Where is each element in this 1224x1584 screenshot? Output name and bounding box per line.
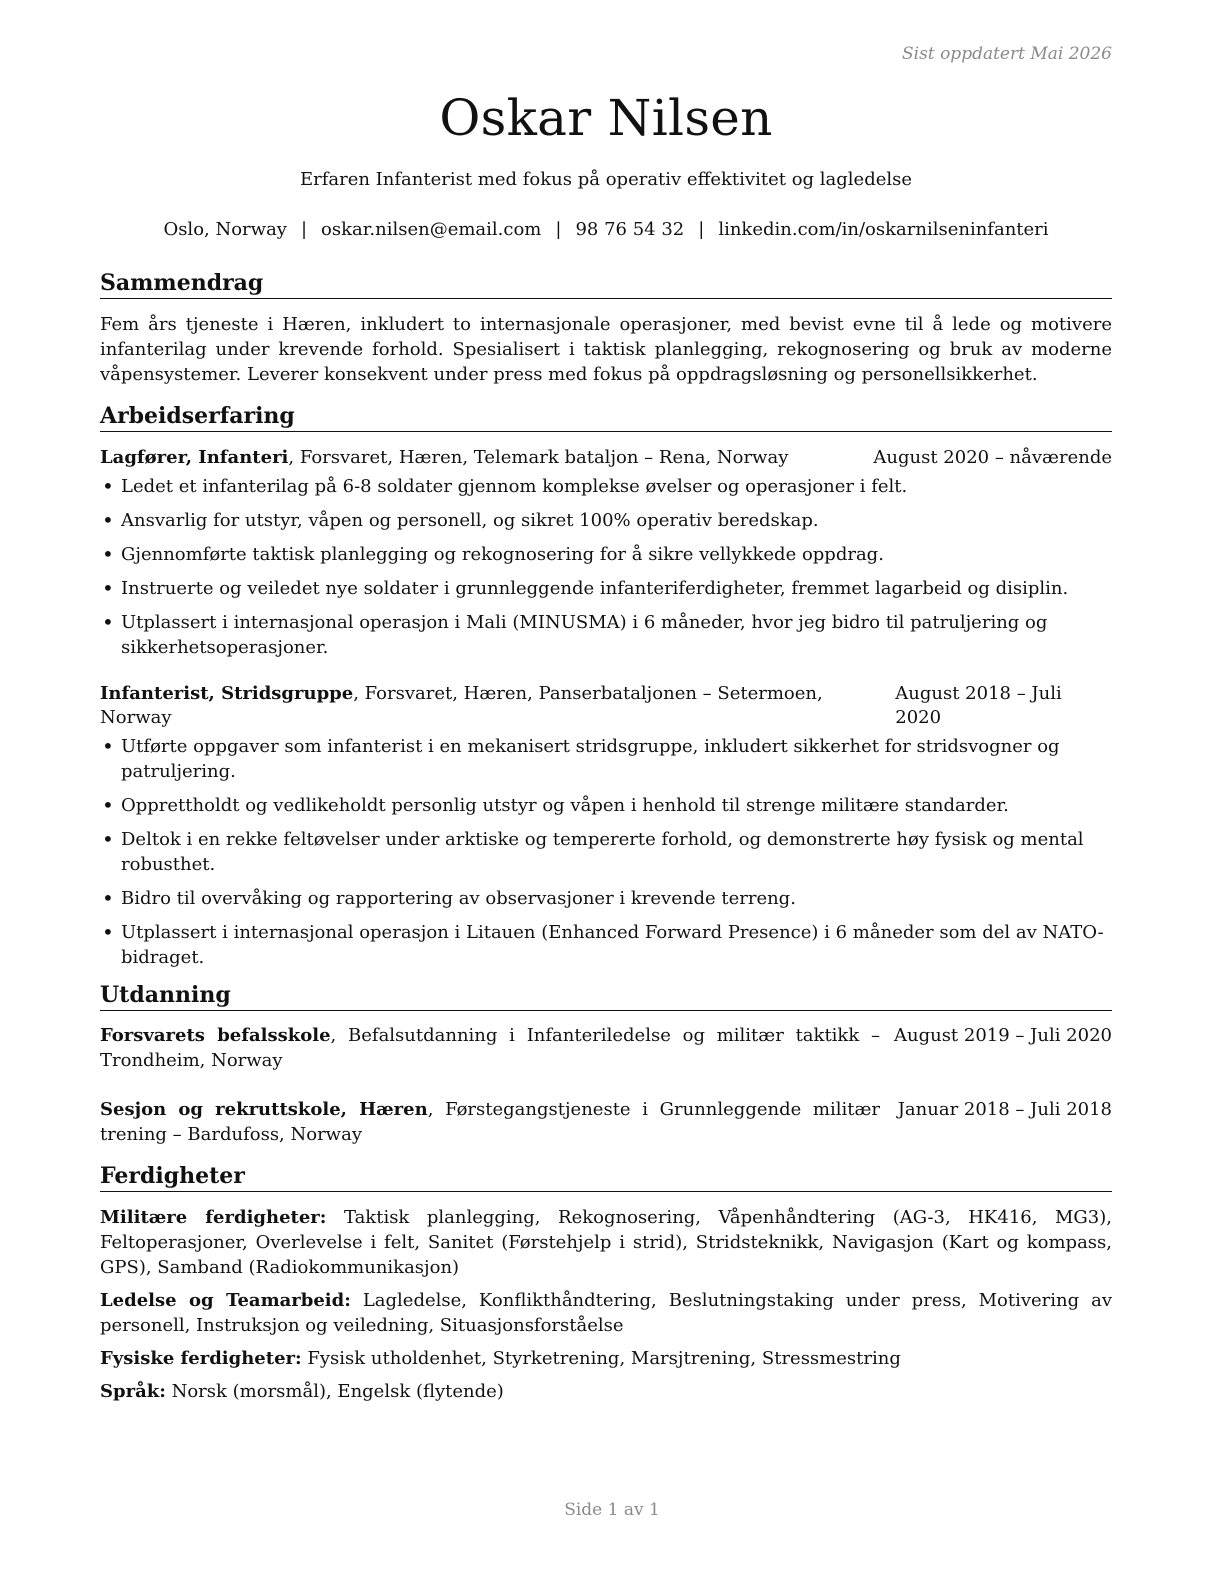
job-title-line [100, 446, 788, 470]
page-number: Side 1 av 1 [564, 1500, 660, 1520]
skill-list: Taktisk planlegging, Rekognosering, Våpenhåndtering (AG-3, HK416, MG3), Feltoperasjoner, Overlevelse i felt, Sanitet (Førstehjelp i strid), Stridsteknikk, Navigasjon (Kart og kompass, GPS), Samband (Radiokommunikasjon) [100, 1207, 1112, 1278]
job-bullets [100, 734, 1112, 970]
education-dates: Januar 2018 – Juli 2018 [897, 1099, 1112, 1120]
section-title-summary: Sammendrag [100, 268, 1112, 299]
contact-phone: 98 76 54 32 [575, 219, 685, 240]
job-header [100, 682, 1112, 730]
skill-group [100, 1346, 1112, 1371]
skill-group [100, 1379, 1112, 1404]
job-role: Lagfører, Infanteri [100, 447, 289, 468]
education-entry [100, 1023, 1112, 1073]
job-entry [100, 446, 1112, 660]
bullet-item: • Deltok i en rekke feltøvelser under arktiske og tempererte forhold, og demonstrerte høy fysisk og mental robusthet. [100, 827, 1112, 877]
job-dates: August 2018 – Juli 2020 [895, 683, 1062, 728]
bullet-item: • Instruerte og veiledet nye soldater i grunnleggende infanteriferdigheter, fremmet lagarbeid og disiplin. [100, 576, 1112, 601]
skill-list: Norsk (morsmål), Engelsk (flytende) [165, 1381, 504, 1402]
experience-section [100, 401, 1112, 970]
bullet-item: • Bidro til overvåking og rapportering av observasjoner i krevende terreng. [100, 886, 1112, 911]
contact-separator: | [300, 219, 308, 240]
education-school: Forsvarets befalsskole [100, 1025, 331, 1046]
job-dates: August 2020 – nåværende [873, 447, 1112, 468]
education-entry [100, 1097, 1112, 1147]
skill-label: Ledelse og Teamarbeid: [100, 1290, 351, 1311]
bullet-item: • Gjennomførte taktisk planlegging og rekognosering for å sikre vellykkede oppdrag. [100, 542, 1112, 567]
education-dates: August 2019 – Juli 2020 [893, 1025, 1112, 1046]
summary-text: Fem års tjeneste i Hæren, inkludert to internasjonale operasjoner, med bevist evne til å lede og motivere infanterilag under krevende forhold. Spesialisert i taktisk planlegging, rekognosering og bruk av moderne våpensystemer. Leverer konsekvent under press med fokus på oppdragsløsning og personellsikkerhet. [100, 314, 1112, 385]
education-program: , Befalsutdanning i Infanteriledelse og militær taktikk – Trondheim, Norway [100, 1025, 880, 1071]
summary-section [100, 268, 1112, 387]
section-title-skills: Ferdigheter [100, 1161, 1112, 1192]
skill-list: Fysisk utholdenhet, Styrketrening, Marsjtrening, Stressmestring [301, 1348, 901, 1369]
bullet-item: • Opprettholdt og vedlikeholdt personlig utstyr og våpen i henhold til strenge militære standarder. [100, 793, 1112, 818]
skills-section [100, 1161, 1112, 1404]
bullet-item: • Ansvarlig for utstyr, våpen og personell, og sikret 100% operativ beredskap. [100, 508, 1112, 533]
job-header [100, 446, 1112, 470]
job-org: , Forsvaret, Hæren, Telemark bataljon – Rena, Norway [288, 447, 789, 468]
bullet-item: • Utplassert i internasjonal operasjon i Mali (MINUSMA) i 6 måneder, hvor jeg bidro til patruljering og sikkerhetsoperasjoner. [100, 610, 1112, 660]
skill-label: Fysiske ferdigheter: [100, 1348, 302, 1369]
education-details [100, 1097, 880, 1147]
job-entry [100, 682, 1112, 970]
skill-label: Militære ferdigheter: [100, 1207, 327, 1228]
skill-group [100, 1288, 1112, 1338]
education-program: , Førstegangstjeneste i Grunnleggende militær trening – Bardufoss, Norway [100, 1099, 880, 1145]
section-title-experience: Arbeidserfaring [100, 401, 1112, 432]
job-role: Infanterist, Stridsgruppe [100, 683, 354, 704]
contact-line [100, 218, 1112, 242]
contact-email[interactable]: oskar.nilsen@email.com [321, 219, 542, 240]
tagline: Erfaren Infanterist med fokus på operativ effektivitet og lagledelse [299, 169, 913, 190]
contact-separator: | [555, 219, 562, 240]
education-school: Sesjon og rekruttskole, Hæren [100, 1099, 428, 1120]
skill-list: Lagledelse, Konflikthåndtering, Beslutningstaking under press, Motivering av personell, Instruksjon og veiledning, Situasjonsforståelse [100, 1290, 1112, 1336]
last-updated: Sist oppdatert Mai 2026 [902, 44, 1112, 64]
job-bullets [100, 474, 1112, 660]
education-details [100, 1023, 880, 1073]
contact-separator: | [698, 219, 705, 240]
bullet-item: • Utførte oppgaver som infanterist i en mekanisert stridsgruppe, inkludert sikkerhet for stridsvogner og patruljering. [100, 734, 1112, 784]
candidate-name: Oskar Nilsen [439, 89, 773, 147]
section-title-education: Utdanning [100, 980, 1112, 1011]
skill-group [100, 1205, 1112, 1280]
contact-linkedin[interactable]: linkedin.com/in/oskarnilseninfanteri [718, 219, 1049, 240]
contact-location: Oslo, Norway [163, 219, 287, 240]
education-section [100, 980, 1112, 1147]
skill-label: Språk: [100, 1381, 166, 1402]
job-org: , Forsvaret, Hæren, Panserbataljonen – Setermoen, Norway [100, 683, 823, 728]
bullet-item: • Utplassert i internasjonal operasjon i Litauen (Enhanced Forward Presence) i 6 måneder som del av NATO-bidraget. [100, 920, 1112, 970]
bullet-item: • Ledet et infanterilag på 6-8 soldater gjennom komplekse øvelser og operasjoner i felt. [100, 474, 1112, 499]
job-title-line [100, 682, 895, 730]
